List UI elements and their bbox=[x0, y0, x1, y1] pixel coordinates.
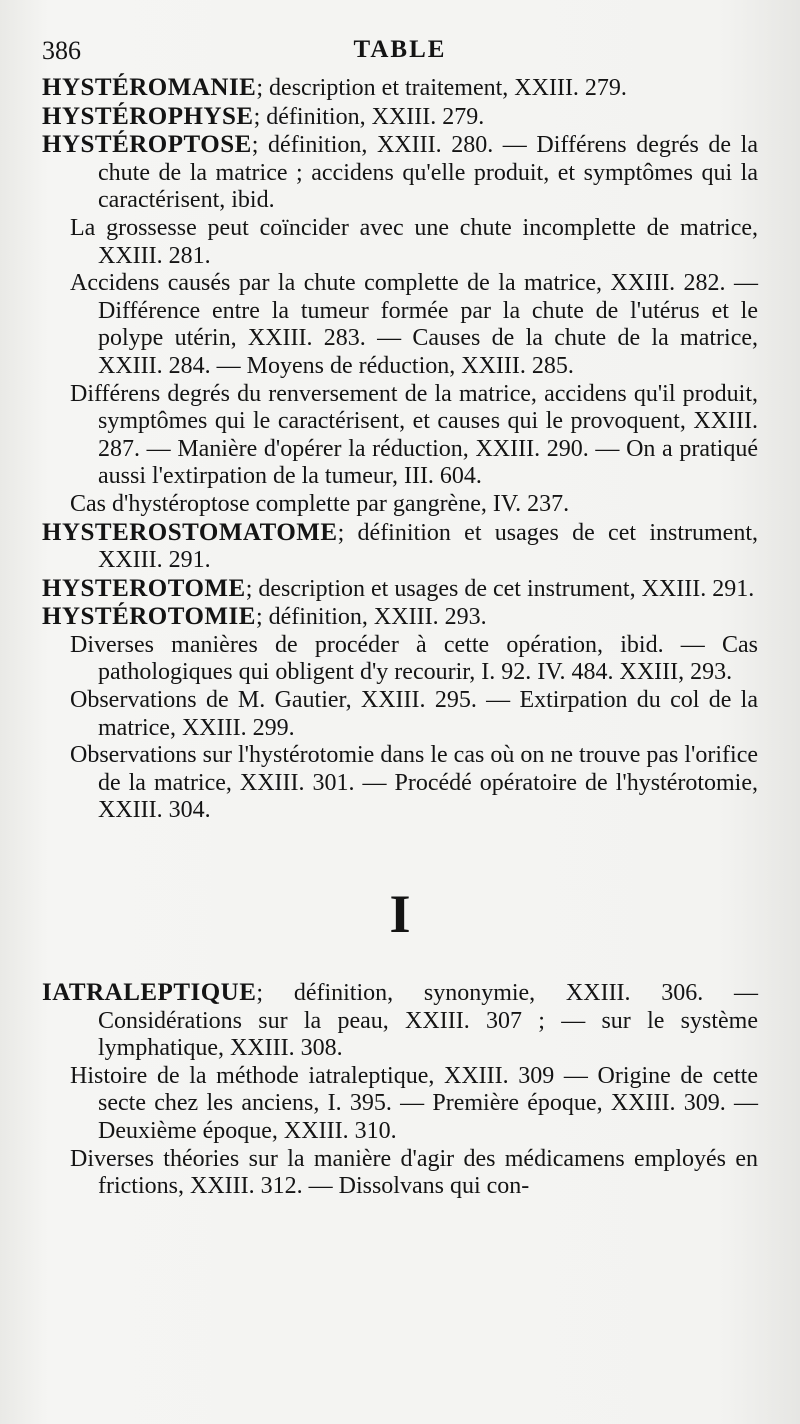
entry-headword: IATRALEPTIQUE bbox=[42, 979, 257, 1007]
entry-text: ; définition, XXIII. 280. — Différens degrés de la chute de la matrice ; accidens qu'elle produit, et symptômes qui la caractérisent, ibid. bbox=[98, 132, 758, 214]
index-entry bbox=[42, 979, 758, 1063]
page-header bbox=[42, 34, 758, 74]
entry-text: Différens degrés du renversement de la matrice, accidens qu'il produit, symptômes qui le caractérisent, et causes qui le provoquent, XXIII. 287. — Manière d'opérer la réduction, XXIII. 290. — On a pratiqué aussi l'extirpation de la tumeur, III. 604. bbox=[70, 380, 758, 490]
entry-text: Observations de M. Gautier, XXIII. 295. — Extirpation du col de la matrice, XXIII. 299. bbox=[70, 687, 758, 741]
entry-text: ; définition, synonymie, XXIII. 306. — Considérations sur la peau, XXIII. 307 ; — sur le système lymphatique, XXIII. 308. bbox=[98, 980, 758, 1062]
index-entries-h bbox=[42, 74, 758, 825]
entry-text: Observations sur l'hystérotomie dans le cas où on ne trouve pas l'orifice de la matrice, XXIII. 301. — Procédé opératoire de l'hystérotomie, XXIII. 304. bbox=[70, 742, 758, 824]
entry-text: La grossesse peut coïncider avec une chute incomplette de matrice, XXIII. 281. bbox=[70, 214, 758, 269]
entry-text: Diverses théories sur la manière d'agir des médicamens employés en frictions, XXIII. 312. — Dissolvans qui con- bbox=[70, 1145, 758, 1200]
index-entry bbox=[42, 103, 758, 132]
index-entry bbox=[42, 575, 758, 604]
index-subentry bbox=[70, 632, 758, 687]
index-entry bbox=[42, 74, 758, 103]
index-subentry bbox=[70, 381, 758, 491]
entry-text: Accidens causés par la chute complette de la matrice, XXIII. 282. — Différence entre la tumeur formée par la chute de l'utérus et le polype utérin, XXIII. 283. — Causes de la chute de la matrice, XXIII. 284. — Moyens de réduction, XXIII. 285. bbox=[70, 270, 758, 379]
entry-text: ; définition, XXIII. 279. bbox=[253, 103, 485, 130]
index-subentry bbox=[70, 491, 758, 519]
section-letter: I bbox=[389, 884, 411, 945]
index-subentry bbox=[70, 1146, 758, 1201]
entry-text: ; description et traitement, XXIII. 279. bbox=[256, 75, 627, 101]
index-subentry bbox=[70, 270, 758, 380]
entry-text: ; définition et usages de cet instrument, XXIII. 291. bbox=[98, 519, 758, 574]
index-entries-i bbox=[42, 979, 758, 1201]
index-subentry bbox=[70, 742, 758, 825]
entry-headword: HYSTEROTOME bbox=[42, 574, 246, 602]
entry-headword: HYSTÉROPTOSE bbox=[42, 131, 252, 159]
index-subentry bbox=[70, 1063, 758, 1146]
index-subentry bbox=[70, 215, 758, 270]
index-entry bbox=[42, 603, 758, 632]
entry-text: Histoire de la méthode iatraleptique, XXIII. 309 — Origine de cette secte chez les anciens, I. 395. — Première époque, XXIII. 309. — Deuxième époque, XXIII. 310. bbox=[70, 1062, 758, 1144]
entry-text: Diverses manières de procéder à cette opération, ibid. — Cas pathologiques qui obligent d'y recourir, I. 92. IV. 484. XXIII, 293. bbox=[70, 631, 758, 686]
entry-text: ; définition, XXIII. 293. bbox=[255, 604, 487, 631]
page-number: 386 bbox=[42, 36, 81, 65]
index-subentry bbox=[70, 687, 758, 742]
entry-headword: HYSTÉROTOMIE bbox=[42, 603, 256, 631]
entry-text: ; description et usages de cet instrument, XXIII. 291. bbox=[245, 575, 755, 602]
index-entry bbox=[42, 519, 758, 575]
entry-text: Cas d'hystéroptose complette par gangrène, IV. 237. bbox=[70, 490, 570, 517]
running-title: TABLE bbox=[353, 36, 447, 63]
entry-headword: HYSTÉROMANIE bbox=[42, 74, 257, 101]
index-entry bbox=[42, 131, 758, 215]
entry-headword: HYSTEROSTOMATOME bbox=[42, 518, 338, 546]
entry-headword: HYSTÉROPHYSE bbox=[42, 102, 254, 130]
